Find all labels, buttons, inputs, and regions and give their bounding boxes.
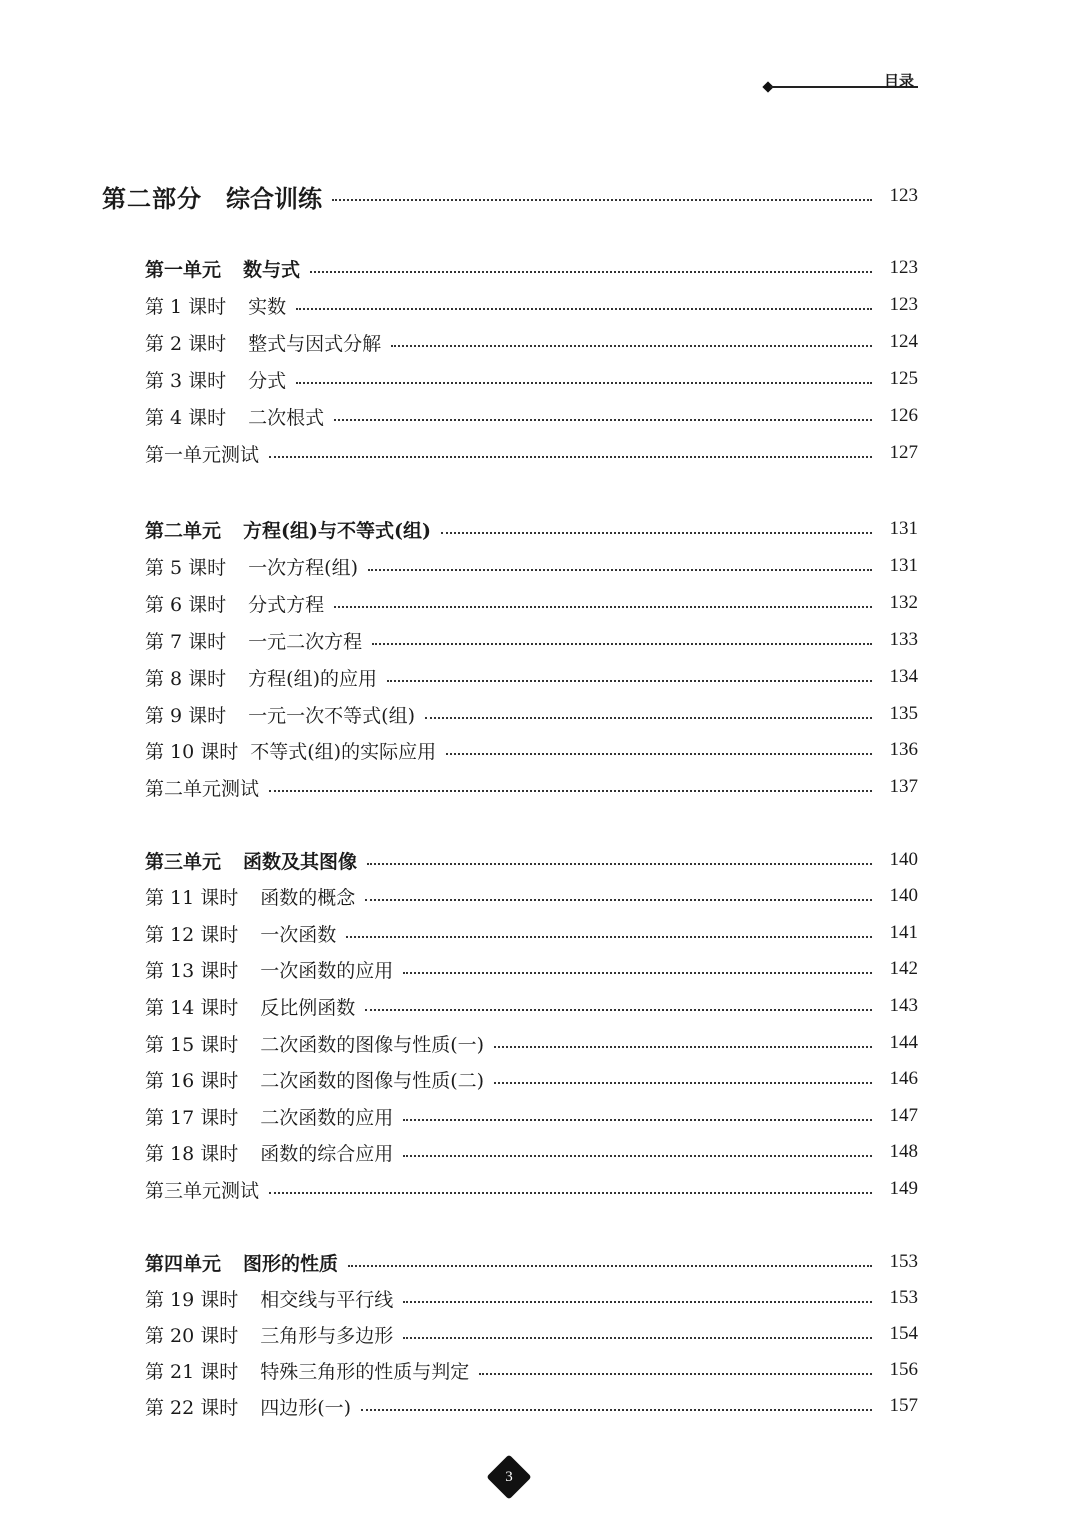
part-title: 综合训练 xyxy=(226,183,322,213)
lesson-row[interactable] xyxy=(145,1062,918,1096)
lesson-title: 特殊三角形的性质与判定 xyxy=(260,1360,470,1383)
lesson-row[interactable] xyxy=(145,399,918,433)
page-number: 156 xyxy=(889,1359,918,1380)
page-number: 123 xyxy=(889,185,918,206)
page-number: 133 xyxy=(889,629,918,650)
dot-leader xyxy=(403,972,872,974)
lesson-row[interactable] xyxy=(145,697,918,731)
lesson-label: 第 13 课时 xyxy=(145,959,239,982)
dot-leader xyxy=(361,1409,872,1411)
dot-leader xyxy=(479,1373,872,1375)
page-number: 143 xyxy=(889,995,918,1016)
lesson-row[interactable] xyxy=(145,288,918,322)
lesson-title: 四边形(一) xyxy=(260,1396,352,1419)
unit-heading-row[interactable] xyxy=(145,512,918,546)
page-number: 127 xyxy=(889,442,918,463)
dot-leader xyxy=(365,899,872,901)
lesson-title: 一次函数的应用 xyxy=(260,959,394,982)
lesson-label: 第 16 课时 xyxy=(145,1069,239,1092)
lesson-title: 二次函数的应用 xyxy=(260,1106,394,1129)
lesson-label: 第 20 课时 xyxy=(145,1324,239,1347)
unit-label: 第三单元 xyxy=(145,850,222,873)
lesson-title: 整式与因式分解 xyxy=(248,332,382,355)
dot-leader xyxy=(332,199,872,201)
dot-leader xyxy=(372,643,872,645)
lesson-row[interactable] xyxy=(145,879,918,913)
page-number: 126 xyxy=(889,405,918,426)
page-number: 134 xyxy=(889,666,918,687)
lesson-title: 一次方程(组) xyxy=(248,556,358,579)
page-number: 137 xyxy=(889,776,918,797)
page-number: 148 xyxy=(889,1141,918,1162)
page-number: 153 xyxy=(889,1287,918,1308)
lesson-row[interactable] xyxy=(145,586,918,620)
lesson-row[interactable] xyxy=(145,362,918,396)
unit-test-row[interactable] xyxy=(145,436,918,470)
dot-leader xyxy=(334,419,872,421)
lesson-title: 分式方程 xyxy=(248,593,325,616)
lesson-row[interactable] xyxy=(145,1026,918,1060)
dot-leader xyxy=(403,1155,872,1157)
lesson-label: 第 8 课时 xyxy=(145,667,227,690)
lesson-title: 一元一次不等式(组) xyxy=(248,704,415,727)
dot-leader xyxy=(346,936,872,938)
lesson-title: 函数的综合应用 xyxy=(260,1142,394,1165)
page-number: 153 xyxy=(889,1251,918,1272)
lesson-title: 二次函数的图像与性质(一) xyxy=(260,1033,485,1056)
unit-title: 数与式 xyxy=(243,258,301,281)
lesson-label: 第 21 课时 xyxy=(145,1360,239,1383)
lesson-label: 第 5 课时 xyxy=(145,556,227,579)
lesson-row[interactable] xyxy=(145,989,918,1023)
dot-leader xyxy=(441,532,872,534)
lesson-row[interactable] xyxy=(145,1317,918,1351)
dot-leader xyxy=(403,1337,872,1339)
dot-leader xyxy=(348,1265,872,1267)
page-number: 123 xyxy=(889,294,918,315)
unit-test-title: 第三单元测试 xyxy=(145,1179,260,1202)
lesson-label: 第 12 课时 xyxy=(145,923,239,946)
lesson-label: 第 10 课时 xyxy=(145,740,239,763)
lesson-row[interactable] xyxy=(145,325,918,359)
dot-leader xyxy=(310,271,872,273)
lesson-title: 函数的概念 xyxy=(260,886,356,909)
lesson-label: 第 7 课时 xyxy=(145,630,227,653)
page-number: 124 xyxy=(889,331,918,352)
dot-leader xyxy=(269,1192,872,1194)
lesson-label: 第 9 课时 xyxy=(145,704,227,727)
lesson-label: 第 19 课时 xyxy=(145,1288,239,1311)
page-number: 132 xyxy=(889,592,918,613)
dot-leader xyxy=(425,717,872,719)
lesson-row[interactable] xyxy=(145,916,918,950)
lesson-row[interactable] xyxy=(145,549,918,583)
lesson-title: 分式 xyxy=(248,369,287,392)
lesson-title: 实数 xyxy=(248,295,287,318)
lesson-label: 第 18 课时 xyxy=(145,1142,239,1165)
dot-leader xyxy=(269,456,872,458)
unit-title: 方程(组)与不等式(组) xyxy=(243,519,431,542)
page-number: 144 xyxy=(889,1032,918,1053)
unit-label: 第一单元 xyxy=(145,258,222,281)
page-number: 149 xyxy=(889,1178,918,1199)
lesson-label: 第 14 课时 xyxy=(145,996,239,1019)
unit-title: 图形的性质 xyxy=(243,1252,339,1275)
lesson-label: 第 3 课时 xyxy=(145,369,227,392)
unit-heading-row[interactable] xyxy=(145,843,918,877)
dot-leader xyxy=(494,1082,872,1084)
lesson-row[interactable] xyxy=(145,1099,918,1133)
dot-leader xyxy=(365,1009,872,1011)
lesson-label: 第 1 课时 xyxy=(145,295,227,318)
lesson-label: 第 17 课时 xyxy=(145,1106,239,1129)
unit-title: 函数及其图像 xyxy=(243,850,358,873)
page-number: 135 xyxy=(889,703,918,724)
lesson-label: 第 6 课时 xyxy=(145,593,227,616)
part-heading-row[interactable] xyxy=(102,176,918,216)
unit-heading-row[interactable] xyxy=(145,1245,918,1279)
lesson-row[interactable] xyxy=(145,660,918,694)
dot-leader xyxy=(269,790,872,792)
lesson-label: 第 4 课时 xyxy=(145,406,227,429)
unit-label: 第二单元 xyxy=(145,519,222,542)
lesson-row[interactable] xyxy=(145,1353,918,1387)
page-number: 154 xyxy=(889,1323,918,1344)
page-number: 141 xyxy=(889,922,918,943)
dot-leader xyxy=(403,1119,872,1121)
lesson-row[interactable] xyxy=(145,1281,918,1315)
dot-leader xyxy=(391,345,872,347)
lesson-title: 二次函数的图像与性质(二) xyxy=(260,1069,485,1092)
page-number: 131 xyxy=(889,518,918,539)
unit-test-title: 第二单元测试 xyxy=(145,777,260,800)
lesson-title: 相交线与平行线 xyxy=(260,1288,394,1311)
lesson-title: 方程(组)的应用 xyxy=(248,667,377,690)
page-number: 140 xyxy=(889,849,918,870)
page-number: 142 xyxy=(889,958,918,979)
page-number: 157 xyxy=(889,1395,918,1416)
page-number: 123 xyxy=(889,257,918,278)
unit-label: 第四单元 xyxy=(145,1252,222,1275)
unit-test-title: 第一单元测试 xyxy=(145,443,260,466)
unit-heading-row[interactable] xyxy=(145,251,918,285)
lesson-title: 不等式(组)的实际应用 xyxy=(250,740,437,763)
lesson-title: 三角形与多边形 xyxy=(260,1324,394,1347)
page-number: 147 xyxy=(889,1105,918,1126)
lesson-label: 第 15 课时 xyxy=(145,1033,239,1056)
lesson-title: 一次函数 xyxy=(260,923,337,946)
folio: 3 xyxy=(505,1469,513,1485)
lesson-label: 第 2 课时 xyxy=(145,332,227,355)
dot-leader xyxy=(334,606,872,608)
dot-leader xyxy=(494,1046,872,1048)
lesson-title: 二次根式 xyxy=(248,406,325,429)
lesson-row[interactable] xyxy=(145,1135,918,1169)
lesson-title: 反比例函数 xyxy=(260,996,356,1019)
page-number: 140 xyxy=(889,885,918,906)
dot-leader xyxy=(296,308,872,310)
running-header: 目录 xyxy=(884,72,915,90)
dot-leader xyxy=(446,753,872,755)
dot-leader xyxy=(368,569,872,571)
lesson-row[interactable] xyxy=(145,952,918,986)
unit-test-row[interactable] xyxy=(145,770,918,804)
dot-leader xyxy=(403,1301,872,1303)
lesson-title: 一元二次方程 xyxy=(248,630,363,653)
part-label: 第二部分 xyxy=(102,183,202,213)
lesson-label: 第 22 课时 xyxy=(145,1396,239,1419)
dot-leader xyxy=(296,382,872,384)
lesson-row[interactable] xyxy=(145,623,918,657)
dot-leader xyxy=(387,680,872,682)
page-number: 131 xyxy=(889,555,918,576)
dot-leader xyxy=(367,863,872,865)
unit-test-row[interactable] xyxy=(145,1172,918,1206)
lesson-label: 第 11 课时 xyxy=(145,886,239,909)
lesson-row[interactable] xyxy=(145,733,918,767)
page-number: 136 xyxy=(889,739,918,760)
page-number: 146 xyxy=(889,1068,918,1089)
page-number: 125 xyxy=(889,368,918,389)
lesson-row[interactable] xyxy=(145,1389,918,1423)
